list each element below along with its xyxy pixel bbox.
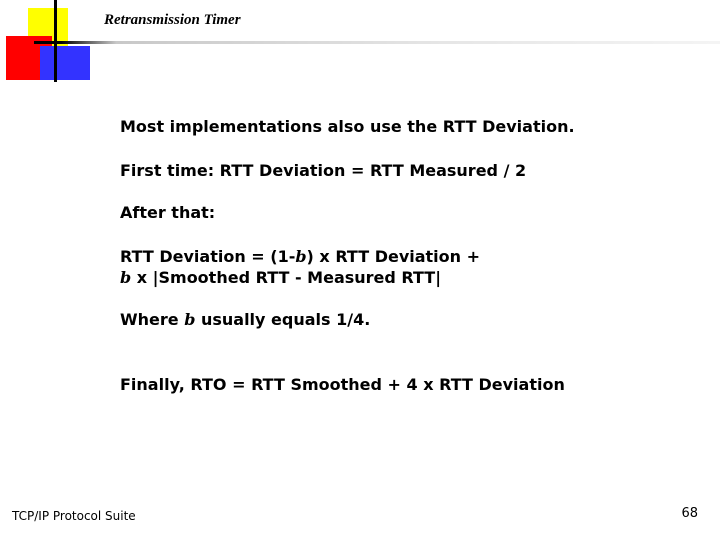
formula-part: RTT Deviation = (1- [120,247,296,266]
page-number: 68 [681,506,698,521]
formula-line-1 [120,246,480,267]
footer-label: TCP/IP Protocol Suite [12,509,136,523]
decoration-horizontal-rule [34,41,720,44]
text-part: Where [120,310,185,329]
decoration-vertical-rule [54,0,57,82]
formula-part: x |Smoothed RTT - Measured RTT| [131,268,442,287]
formula-part: ) x RTT Deviation + [306,247,481,266]
decoration-blue-square [40,46,90,80]
text-line-3: After that: [120,203,216,222]
slide-title: Retransmission Timer [104,12,241,28]
variable-b: b [184,310,196,329]
text-line-2: First time: RTT Deviation = RTT Measured / 2 [120,161,527,180]
text-line-6: Finally, RTO = RTT Smoothed + 4 x RTT Deviation [120,375,565,394]
text-part: usually equals 1/4. [195,310,371,329]
variable-b: b [295,247,307,266]
text-formula [120,246,480,288]
formula-line-2 [120,267,480,288]
text-line-5 [120,309,370,330]
text-line-1: Most implementations also use the RTT Deviation. [120,117,575,136]
variable-b: b [120,268,132,287]
